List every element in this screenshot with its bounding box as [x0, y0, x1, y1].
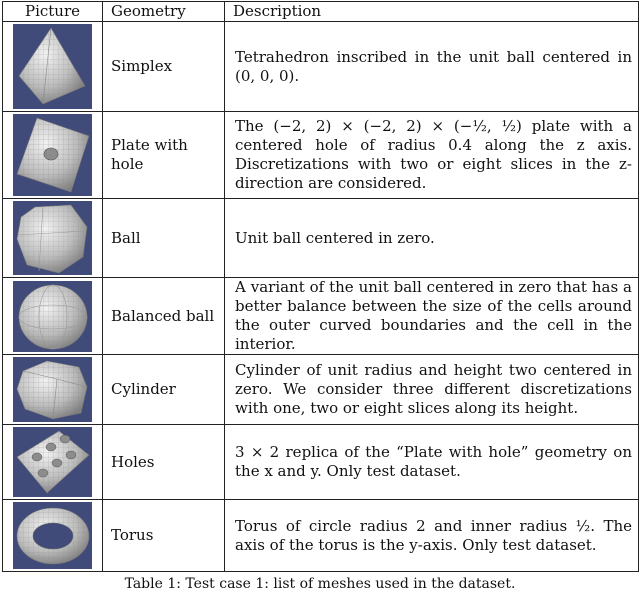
table-row [3, 500, 639, 572]
ball-mesh-image [13, 201, 92, 275]
table-caption: Table 1: Test case 1: list of meshes used in the dataset. [124, 576, 516, 592]
description-text: Cylinder of unit radius and height two centered in zero. We consider three different discretizations with one, two or eight slices along its height. [235, 361, 632, 417]
geometry-cell: Simplex [103, 22, 225, 112]
tetrahedron-mesh-image [13, 24, 92, 109]
header-description: Description [225, 2, 639, 22]
description-text: Unit ball centered in zero. [235, 228, 435, 247]
holes-mesh-image [13, 427, 92, 497]
description-cell [225, 500, 639, 572]
picture-cell [3, 199, 103, 278]
table-row [3, 278, 639, 355]
picture-cell [3, 500, 103, 572]
geometry-cell: Balanced ball [103, 278, 225, 355]
picture-cell [3, 425, 103, 500]
description-cell [225, 112, 639, 199]
balanced-ball-mesh-image [13, 281, 92, 352]
description-cell [225, 199, 639, 278]
cylinder-mesh-image [13, 357, 92, 422]
description-text: A variant of the unit ball centered in zero that has a better balance between the size of the cells around the outer curved boundaries and the cell in the interior. [235, 278, 632, 353]
description-text: Tetrahedron inscribed in the unit ball centered in (0, 0, 0). [235, 47, 632, 85]
description-cell [225, 355, 639, 425]
description-text: Torus of circle radius 2 and inner radius ½. The axis of the torus is the y-axis. Only test dataset. [235, 516, 632, 554]
picture-cell [3, 22, 103, 112]
table-header-row [3, 2, 639, 22]
meshes-table [2, 1, 639, 572]
table-row [3, 22, 639, 112]
description-cell [225, 425, 639, 500]
geometry-cell: Cylinder [103, 355, 225, 425]
description-text: The (−2, 2) × (−2, 2) × (−½, ½) plate with a centered hole of radius 0.4 along the z axis. Discretizations with two or eight slices in the z-direction are considered. [235, 117, 632, 192]
geometry-cell: Plate with hole [103, 112, 225, 199]
plate-with-hole-mesh-image [13, 114, 92, 196]
picture-cell [3, 278, 103, 355]
description-cell [225, 22, 639, 112]
geometry-cell: Torus [103, 500, 225, 572]
table-row [3, 355, 639, 425]
description-cell [225, 278, 639, 355]
table-row [3, 112, 639, 199]
table-row [3, 425, 639, 500]
description-text: 3 × 2 replica of the “Plate with hole” geometry on the x and y. Only test dataset. [235, 443, 632, 480]
picture-cell [3, 355, 103, 425]
torus-mesh-image [13, 502, 92, 569]
header-geometry: Geometry [103, 2, 225, 22]
table-row [3, 199, 639, 278]
header-picture: Picture [3, 2, 103, 22]
geometry-cell: Ball [103, 199, 225, 278]
geometry-cell: Holes [103, 425, 225, 500]
picture-cell [3, 112, 103, 199]
